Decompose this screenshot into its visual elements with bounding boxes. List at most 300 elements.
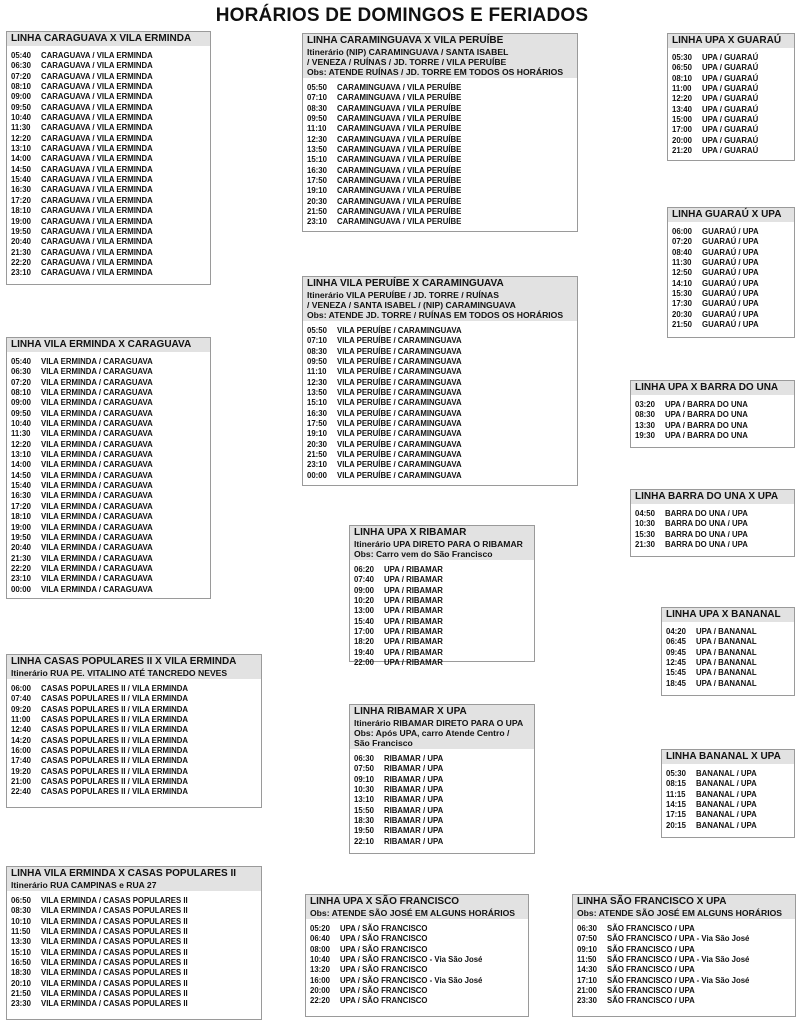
schedule-header [631,490,794,504]
schedule-row [672,74,791,84]
route-label: CARAMINGUAVA / VILA PERUÍBE [337,145,462,155]
departure-time: 05:30 [666,769,686,778]
schedule-note: Itinerário RIBAMAR DIRETO PARA O UPA [354,718,524,728]
route-label: VILA PERUÍBE / CARAMINGUAVA [337,398,462,408]
route-label: VILA PERUÍBE / CARAMINGUAVA [337,377,462,387]
schedule-row [11,767,258,777]
route-label: CARAGUAVA / VILA ERMINDA [41,195,153,205]
departure-time: 13:30 [11,937,31,947]
route-label: VILA PERUÍBE / CARAMINGUAVA [337,419,462,429]
departure-time: 13:40 [672,104,692,114]
schedule-row [307,186,574,196]
route-label: UPA / SÃO FRANCISCO [340,924,428,933]
departure-time: 13:30 [635,420,655,430]
route-label: CARAGUAVA / VILA ERMINDA [41,206,153,216]
departure-time: 20:00 [310,986,330,996]
route-label: VILA ERMINDA / CARAGUAVA [41,388,153,398]
schedule-row [11,989,258,999]
schedule-row [307,207,574,217]
route-label: UPA / RIBAMAR [384,596,443,606]
route-label: GUARAÚ / UPA [702,320,759,330]
schedule-note: Obs: Após UPA, carro Atende Centro / [354,728,510,738]
schedule-row [307,166,574,176]
schedule-sao-francisco-upa [572,894,796,1017]
departure-time: 19:00 [11,216,31,226]
schedule-row [310,945,525,955]
departure-time: 12:20 [672,94,692,104]
departure-time: 14:20 [11,735,31,745]
route-label: CARAMINGUAVA / VILA PERUÍBE [337,93,462,103]
schedule-row [11,72,207,82]
schedule-row [11,736,258,746]
schedule-row [672,299,791,309]
route-label: UPA / RIBAMAR [384,606,443,616]
schedule-ribamar-upa [349,704,535,854]
schedule-row [577,955,792,965]
schedule-title: LINHA GUARAÚ X UPA [672,209,782,220]
route-label: VILA ERMINDA / CARAGUAVA [41,470,153,480]
route-label: VILA ERMINDA / CARAGUAVA [41,563,153,573]
route-label: VILA PERUÍBE / CARAMINGUAVA [337,439,462,449]
schedule-row [666,658,791,668]
route-label: CASAS POPULARES II / VILA ERMINDA [41,777,188,787]
schedule-rows [7,46,210,281]
schedule-rows [350,560,534,670]
route-label: UPA / GUARAÚ [702,94,759,104]
departure-time: 23:30 [11,999,31,1009]
route-label: VILA PERUÍBE / CARAMINGUAVA [337,450,462,460]
schedule-bananal-upa [661,749,795,838]
schedule-title: LINHA VILA ERMINDA X CASAS POPULARES II [11,868,237,879]
route-label: SÃO FRANCISCO / UPA [607,986,695,996]
schedule-row [354,627,531,637]
schedule-title: LINHA CARAGUAVA X VILA ERMINDA [11,33,192,44]
schedule-row [307,155,574,165]
schedule-row [11,979,258,989]
route-label: VILA PERUÍBE / CARAMINGUAVA [337,388,462,398]
schedule-note: / VENEZA / SANTA ISABEL / (NIP) CARAMINGUAVA [307,300,516,310]
route-label: SÃO FRANCISCO / UPA [607,924,695,933]
departure-time: 11:50 [577,955,597,965]
route-label: VILA ERMINDA / CARAGUAVA [41,501,153,511]
route-label: VILA PERUÍBE / CARAMINGUAVA [337,429,462,439]
departure-time: 09:50 [11,408,31,418]
departure-time: 10:30 [354,785,374,795]
schedule-row [354,565,531,575]
schedule-row [11,481,207,491]
departure-time: 19:20 [11,766,31,776]
schedule-row [672,94,791,104]
departure-time: 23:10 [307,460,327,470]
departure-time: 07:20 [11,377,31,387]
schedule-row [11,450,207,460]
departure-time: 18:45 [666,678,686,688]
schedule-row [11,113,207,123]
departure-time: 09:50 [307,114,327,124]
departure-time: 16:00 [310,975,330,985]
route-label: CARAGUAVA / VILA ERMINDA [41,164,153,174]
departure-time: 18:30 [11,968,31,978]
departure-time: 15:10 [11,947,31,957]
schedule-row [11,585,207,595]
route-label: RIBAMAR / UPA [384,795,444,805]
route-label: CARAGUAVA / VILA ERMINDA [41,113,153,123]
schedule-row [354,837,531,847]
schedule-row [307,336,574,346]
departure-time: 17:50 [307,419,327,429]
schedule-row [11,460,207,470]
schedule-row [307,378,574,388]
schedule-row [11,927,258,937]
schedule-vila-erminda-casas-populares [6,866,262,1020]
schedule-note: Itinerário RUA CAMPINAS e RUA 27 [11,880,157,890]
schedule-row [11,154,207,164]
schedule-row [310,924,525,934]
route-label: CARAMINGUAVA / VILA PERUÍBE [337,176,462,186]
route-label: CASAS POPULARES II / VILA ERMINDA [41,766,188,776]
schedule-row [310,965,525,975]
schedule-row [11,123,207,133]
route-label: SÃO FRANCISCO / UPA - Via São José [607,975,750,985]
departure-time: 07:20 [11,71,31,81]
schedule-row [635,400,791,410]
schedule-row [672,125,791,135]
schedule-title: LINHA RIBAMAR X UPA [354,706,467,717]
schedule-rows [662,622,794,691]
schedule-row [577,934,792,944]
departure-time: 23:10 [11,268,31,278]
schedule-row [307,450,574,460]
schedule-header [7,655,261,679]
route-label: UPA / SÃO FRANCISCO - Via São José [340,955,483,965]
route-label: UPA / RIBAMAR [384,585,443,595]
route-label: CARAMINGUAVA / VILA PERUÍBE [337,124,462,134]
route-label: BANANAL / UPA [696,810,757,820]
schedule-header [668,34,794,48]
route-label: VILA ERMINDA / CARAGUAVA [41,522,153,532]
route-label: GUARAÚ / UPA [702,299,759,309]
route-label: GUARAÚ / UPA [702,227,759,236]
route-label: VILA ERMINDA / CARAGUAVA [41,398,153,408]
route-label: UPA / SÃO FRANCISCO - Via São José [340,975,483,985]
departure-time: 06:50 [11,896,31,905]
route-label: CARAMINGUAVA / VILA PERUÍBE [337,83,462,92]
departure-time: 13:20 [310,965,330,975]
schedule-row [11,103,207,113]
departure-time: 21:30 [11,247,31,257]
schedule-row [11,715,258,725]
departure-time: 20:30 [307,439,327,449]
schedule-row [577,924,792,934]
route-label: RIBAMAR / UPA [384,805,444,815]
schedule-header [662,608,794,622]
schedule-rows [303,78,577,230]
route-label: CARAGUAVA / VILA ERMINDA [41,123,153,133]
schedule-row [310,955,525,965]
schedule-row [11,694,258,704]
departure-time: 17:30 [672,299,692,309]
departure-time: 22:20 [310,996,330,1006]
schedule-title: LINHA UPA X GUARAÚ [672,35,782,46]
schedule-row [354,586,531,596]
schedule-note: Obs: ATENDE JD. TORRE / RUÍNAS EM TODOS OS HORÁRIOS [307,310,564,320]
schedule-row [354,826,531,836]
route-label: UPA / BARRA DO UNA [665,431,748,441]
departure-time: 20:30 [672,309,692,319]
departure-time: 06:30 [11,367,31,377]
route-label: UPA / SÃO FRANCISCO [340,965,428,975]
schedule-upa-ribamar [349,525,535,668]
route-label: SÃO FRANCISCO / UPA [607,965,695,975]
departure-time: 15:40 [354,616,374,626]
schedule-row [310,976,525,986]
route-label: VILA ERMINDA / CASAS POPULARES II [41,999,188,1009]
schedule-rows [303,321,577,483]
schedule-row [666,679,791,689]
route-label: VILA ERMINDA / CASAS POPULARES II [41,906,188,916]
schedule-title: LINHA CARAMINGUAVA X VILA PERUÍBE [307,35,504,46]
departure-time: 05:40 [11,51,31,60]
departure-time: 11:30 [672,258,692,268]
schedule-row [354,637,531,647]
departure-time: 09:10 [354,774,374,784]
departure-time: 09:00 [11,398,31,408]
schedule-title: LINHA VILA PERUÍBE X CARAMINGUAVA [307,278,504,289]
departure-time: 07:10 [307,93,327,103]
schedule-row [635,509,791,519]
schedule-row [307,398,574,408]
route-label: CARAGUAVA / VILA ERMINDA [41,247,153,257]
schedule-row [354,764,531,774]
route-label: VILA PERUÍBE / CARAMINGUAVA [337,367,462,377]
schedule-row [11,684,258,694]
departure-time: 11:50 [11,927,31,937]
schedule-caraguava-vila-erminda [6,31,211,285]
departure-time: 10:40 [310,955,330,965]
departure-time: 15:10 [307,155,327,165]
route-label: BARRA DO UNA / UPA [665,529,748,539]
schedule-row [307,176,574,186]
schedule-upa-sao-francisco [305,894,529,1017]
departure-time: 06:30 [577,924,597,933]
route-label: VILA ERMINDA / CASAS POPULARES II [41,916,188,926]
route-label: RIBAMAR / UPA [384,826,444,836]
schedule-rows [668,48,794,158]
route-label: CASAS POPULARES II / VILA ERMINDA [41,684,188,693]
schedule-row [11,574,207,584]
route-label: CARAGUAVA / VILA ERMINDA [41,133,153,143]
route-label: CARAGUAVA / VILA ERMINDA [41,51,153,60]
route-label: SÃO FRANCISCO / UPA - Via São José [607,934,750,944]
departure-time: 22:20 [11,257,31,267]
schedule-row [666,648,791,658]
schedule-row [666,779,791,789]
schedule-row [11,777,258,787]
departure-time: 07:40 [11,694,31,704]
departure-time: 18:10 [11,512,31,522]
schedule-row [666,769,791,779]
route-label: VILA ERMINDA / CARAGUAVA [41,532,153,542]
route-label: CASAS POPULARES II / VILA ERMINDA [41,756,188,766]
route-label: UPA / BANANAL [696,658,757,668]
route-label: UPA / GUARAÚ [702,53,759,62]
departure-time: 09:00 [354,585,374,595]
schedule-row [307,135,574,145]
schedule-row [11,92,207,102]
route-label: VILA ERMINDA / CASAS POPULARES II [41,896,188,905]
schedule-note: / VENEZA / RUÍNAS / JD. TORRE / VILA PERUÍBE [307,57,507,67]
schedule-vila-peruibe-caraminguava [302,276,578,486]
route-label: CASAS POPULARES II / VILA ERMINDA [41,715,188,725]
schedule-row [11,746,258,756]
departure-time: 20:40 [11,543,31,553]
schedule-row [11,491,207,501]
schedule-note: Obs: ATENDE SÃO JOSÉ EM ALGUNS HORÁRIOS [577,908,782,918]
route-label: RIBAMAR / UPA [384,836,444,846]
schedule-row [307,326,574,336]
departure-time: 09:20 [11,704,31,714]
schedule-row [11,51,207,61]
departure-time: 12:30 [307,134,327,144]
schedule-header [350,705,534,749]
schedule-row [11,937,258,947]
schedule-row [307,367,574,377]
route-label: VILA PERUÍBE / CARAMINGUAVA [337,408,462,418]
departure-time: 21:50 [307,450,327,460]
schedule-note: Itinerário UPA DIRETO PARA O RIBAMAR [354,539,523,549]
route-label: BARRA DO UNA / UPA [665,540,748,550]
schedule-row [11,227,207,237]
route-label: UPA / SÃO FRANCISCO [340,996,428,1006]
route-label: VILA ERMINDA / CARAGUAVA [41,460,153,470]
departure-time: 06:50 [672,63,692,73]
departure-time: 15:30 [635,529,655,539]
route-label: VILA ERMINDA / CARAGUAVA [41,574,153,584]
schedule-row [11,248,207,258]
route-label: BANANAL / UPA [696,769,757,778]
route-label: UPA / BANANAL [696,647,757,657]
departure-time: 09:00 [11,92,31,102]
route-label: CARAMINGUAVA / VILA PERUÍBE [337,217,462,227]
schedule-row [11,378,207,388]
departure-time: 06:00 [672,227,692,236]
schedule-upa-barra-do-una [630,380,795,448]
schedule-row [672,258,791,268]
departure-time: 16:30 [11,491,31,501]
schedule-header [668,208,794,222]
schedule-row [307,124,574,134]
route-label: UPA / RIBAMAR [384,637,443,647]
departure-time: 18:20 [354,637,374,647]
route-label: VILA ERMINDA / CARAGUAVA [41,429,153,439]
schedule-rows [306,919,528,1009]
schedule-row [672,115,791,125]
departure-time: 09:50 [11,102,31,112]
schedule-row [11,787,258,797]
schedule-title: LINHA UPA X RIBAMAR [354,527,467,538]
schedule-title: LINHA CASAS POPULARES II X VILA ERMINDA [11,656,237,667]
route-label: VILA ERMINDA / CARAGUAVA [41,512,153,522]
schedule-row [307,440,574,450]
route-label: UPA / RIBAMAR [384,627,443,637]
schedule-row [307,83,574,93]
route-label: UPA / RIBAMAR [384,658,443,668]
schedule-note: Obs: Carro vem do São Francisco [354,549,493,559]
departure-time: 16:30 [307,165,327,175]
departure-time: 07:10 [307,336,327,346]
schedule-casas-populares-vila-erminda [6,654,262,808]
schedule-row [666,668,791,678]
schedule-rows [7,891,261,1012]
route-label: CARAGUAVA / VILA ERMINDA [41,61,153,71]
route-label: UPA / BANANAL [696,668,757,678]
route-label: CARAMINGUAVA / VILA PERUÍBE [337,103,462,113]
departure-time: 12:20 [11,439,31,449]
departure-time: 20:15 [666,820,686,830]
departure-time: 09:45 [666,647,686,657]
departure-time: 10:20 [354,596,374,606]
departure-time: 10:40 [11,113,31,123]
route-label: UPA / BANANAL [696,637,757,647]
route-label: CARAMINGUAVA / VILA PERUÍBE [337,114,462,124]
departure-time: 22:40 [11,787,31,797]
route-label: CASAS POPULARES II / VILA ERMINDA [41,694,188,704]
schedule-row [354,606,531,616]
departure-time: 11:00 [672,84,692,94]
route-label: CARAMINGUAVA / VILA PERUÍBE [337,196,462,206]
schedule-row [310,934,525,944]
schedule-row [310,986,525,996]
schedule-row [307,357,574,367]
schedule-row [11,144,207,154]
route-label: CARAGUAVA / VILA ERMINDA [41,226,153,236]
departure-time: 14:10 [672,278,692,288]
departure-time: 15:40 [11,481,31,491]
departure-time: 09:50 [307,357,327,367]
departure-time: 19:30 [635,431,655,441]
schedule-row [635,421,791,431]
route-label: VILA PERUÍBE / CARAMINGUAVA [337,326,462,335]
route-label: VILA PERUÍBE / CARAMINGUAVA [337,357,462,367]
route-label: VILA ERMINDA / CASAS POPULARES II [41,927,188,937]
departure-time: 06:45 [666,637,686,647]
schedule-row [672,248,791,258]
departure-time: 08:10 [672,73,692,83]
departure-time: 14:30 [577,965,597,975]
schedule-row [11,206,207,216]
route-label: UPA / RIBAMAR [384,647,443,657]
route-label: CARAMINGUAVA / VILA PERUÍBE [337,155,462,165]
schedule-row [635,519,791,529]
departure-time: 21:20 [672,146,692,156]
departure-time: 22:10 [354,836,374,846]
route-label: RIBAMAR / UPA [384,754,444,763]
schedule-row [11,896,258,906]
schedule-row [11,134,207,144]
departure-time: 20:10 [11,978,31,988]
route-label: CARAMINGUAVA / VILA PERUÍBE [337,165,462,175]
departure-time: 12:45 [666,658,686,668]
route-label: VILA ERMINDA / CARAGUAVA [41,584,153,594]
departure-time: 06:40 [310,934,330,944]
schedule-row [672,136,791,146]
route-label: VILA ERMINDA / CARAGUAVA [41,481,153,491]
departure-time: 07:50 [577,934,597,944]
schedule-row [11,543,207,553]
schedule-title: LINHA UPA X BARRA DO UNA [635,382,779,393]
departure-time: 19:50 [354,826,374,836]
route-label: CARAMINGUAVA / VILA PERUÍBE [337,134,462,144]
